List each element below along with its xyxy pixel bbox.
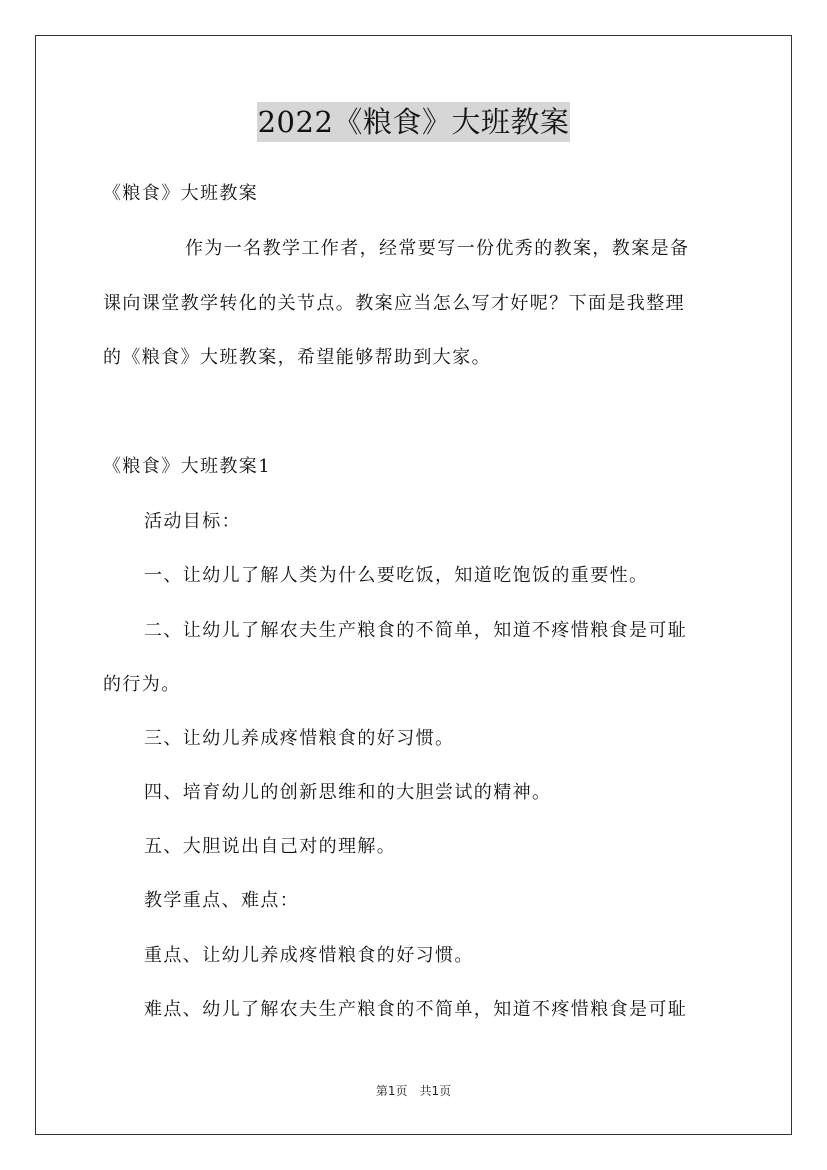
intro-line-1: 作为一名教学工作者，经常要写一份优秀的教案，教案是备: [185, 238, 690, 259]
body-line-goal-4: 四、培育幼儿的创新思维和的大胆尝试的精神。: [144, 782, 552, 803]
document-title: [0, 102, 827, 142]
intro-line-3: 的《粮食》大班教案，希望能够帮助到大家。: [103, 347, 491, 368]
body-line-focus: 重点、让幼儿养成疼惜粮食的好习惯。: [144, 945, 474, 966]
intro-line-2: 课向课堂教学转化的关节点。教案应当怎么写才好呢？下面是我整理: [103, 293, 685, 314]
document-title-text: 2022《粮食》大班教案: [257, 102, 571, 142]
body-line-key-points: 教学重点、难点：: [144, 890, 300, 911]
document-subtitle: 《粮食》大班教案: [103, 183, 259, 204]
body-line-goal-5: 五、大胆说出自己对的理解。: [144, 836, 397, 857]
page-footer: 第1页 共1页: [375, 1084, 452, 1098]
body-line-difficulty: 难点、幼儿了解农夫生产粮食的不简单，知道不疼惜粮食是可耻: [144, 999, 688, 1020]
body-line-goal-3: 三、让幼儿养成疼惜粮食的好习惯。: [144, 728, 455, 749]
body-line-objectives: 活动目标：: [144, 511, 241, 532]
body-line-goal-2-cont: 的行为。: [103, 674, 181, 695]
body-line-goal-2: 二、让幼儿了解农夫生产粮食的不简单，知道不疼惜粮食是可耻: [144, 620, 688, 641]
section-heading: 《粮食》大班教案1: [103, 456, 272, 477]
body-line-goal-1: 一、让幼儿了解人类为什么要吃饭，知道吃饱饭的重要性。: [144, 565, 649, 586]
